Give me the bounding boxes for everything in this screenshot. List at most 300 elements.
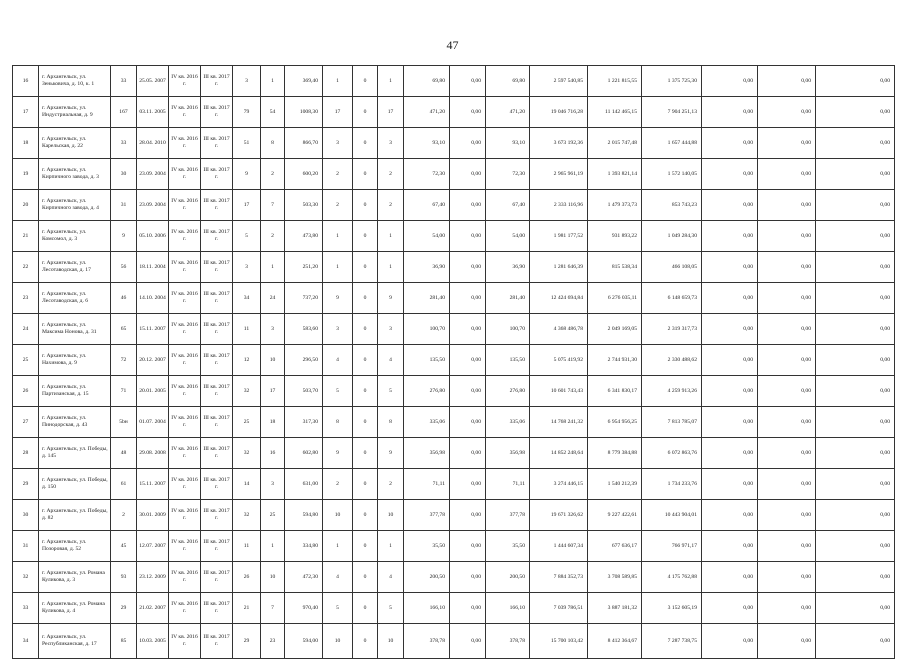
- cell-start-quarter: IV кв. 2016 г.: [169, 190, 201, 221]
- cell-area-total: 281,40: [404, 283, 450, 314]
- table-row: [13, 438, 895, 469]
- cell-row-number: 19: [13, 159, 39, 190]
- cell-address: г. Архангельск, ул. Пинодорская, д. 43: [39, 407, 111, 438]
- cell-apartments-a: 0: [353, 283, 378, 314]
- cell-apartments-total: 3: [323, 128, 353, 159]
- cell-address: г. Архангельск, ул. Карельская, д. 22: [39, 128, 111, 159]
- cell-apartments-total: 5: [323, 593, 353, 624]
- cell-apartments-a: 0: [353, 407, 378, 438]
- cell-area: 594,00: [285, 624, 323, 659]
- cell-cost-fund: 2 015 747,48: [588, 128, 642, 159]
- cell-residents-total: 26: [233, 562, 261, 593]
- cell-end-quarter: III кв. 2017 г.: [201, 283, 233, 314]
- cell-year-col: 33: [111, 128, 137, 159]
- cell-extra-3: 0,00: [816, 345, 895, 376]
- cell-year-col: 72: [111, 345, 137, 376]
- cell-area-total: 71,11: [404, 469, 450, 500]
- cell-end-quarter: III кв. 2017 г.: [201, 314, 233, 345]
- cell-start-quarter: IV кв. 2016 г.: [169, 345, 201, 376]
- cell-area-other: 0,00: [450, 345, 486, 376]
- cell-apartments-b: 17: [378, 97, 404, 128]
- cell-residents-resettled: 2: [261, 221, 285, 252]
- cell-apartments-total: 5: [323, 376, 353, 407]
- cell-row-number: 33: [13, 593, 39, 624]
- cell-residents-total: 9: [233, 159, 261, 190]
- cell-apartments-b: 10: [378, 500, 404, 531]
- cell-cost-fund: 2 744 931,30: [588, 345, 642, 376]
- cell-address: г. Архангельск, ул. Кирпичного завода, д. 4: [39, 190, 111, 221]
- cell-apartments-total: 9: [323, 438, 353, 469]
- cell-cost-budget: 1 572 140,05: [642, 159, 702, 190]
- cell-apartments-total: 4: [323, 562, 353, 593]
- cell-residents-resettled: 2: [261, 159, 285, 190]
- cell-extra-2: 0,00: [758, 97, 816, 128]
- cell-residents-resettled: 8: [261, 128, 285, 159]
- table-row: [13, 221, 895, 252]
- cell-extra-2: 0,00: [758, 407, 816, 438]
- cell-residents-resettled: 25: [261, 500, 285, 531]
- cell-year-col: 167: [111, 97, 137, 128]
- table-row: [13, 97, 895, 128]
- cell-area: 472,30: [285, 562, 323, 593]
- cell-area-other: 0,00: [450, 314, 486, 345]
- cell-start-quarter: IV кв. 2016 г.: [169, 407, 201, 438]
- cell-apartments-b: 4: [378, 345, 404, 376]
- cell-apartments-a: 0: [353, 252, 378, 283]
- cell-row-number: 34: [13, 624, 39, 659]
- cell-extra-3: 0,00: [816, 376, 895, 407]
- cell-cost-budget: 4 259 913,26: [642, 376, 702, 407]
- cell-year-col: 56: [111, 252, 137, 283]
- cell-start-quarter: IV кв. 2016 г.: [169, 624, 201, 659]
- cell-extra-1: 0,00: [702, 469, 758, 500]
- cell-residents-total: 32: [233, 438, 261, 469]
- cell-row-number: 25: [13, 345, 39, 376]
- cell-date: 29.08. 2008: [137, 438, 169, 469]
- cell-apartments-total: 2: [323, 159, 353, 190]
- cell-cost-fund: 3 708 589,85: [588, 562, 642, 593]
- cell-end-quarter: III кв. 2017 г.: [201, 345, 233, 376]
- cell-extra-2: 0,00: [758, 66, 816, 97]
- cell-cost-fund: 931 893,22: [588, 221, 642, 252]
- cell-end-quarter: III кв. 2017 г.: [201, 66, 233, 97]
- cell-area-resettle: 356,98: [486, 438, 530, 469]
- cell-cost-fund: 11 142 465,15: [588, 97, 642, 128]
- cell-apartments-total: 9: [323, 283, 353, 314]
- cell-year-col: 2: [111, 500, 137, 531]
- cell-end-quarter: III кв. 2017 г.: [201, 500, 233, 531]
- cell-residents-total: 79: [233, 97, 261, 128]
- cell-residents-total: 34: [233, 283, 261, 314]
- cell-cost-total: 5 075 419,92: [530, 345, 588, 376]
- cell-apartments-total: 17: [323, 97, 353, 128]
- cell-apartments-b: 1: [378, 252, 404, 283]
- cell-year-col: 9: [111, 221, 137, 252]
- cell-area-other: 0,00: [450, 407, 486, 438]
- cell-year-col: 5bн: [111, 407, 137, 438]
- cell-cost-budget: 766 971,17: [642, 531, 702, 562]
- cell-address: г. Архангельск, ул. Романа Куликова, д. 4: [39, 593, 111, 624]
- cell-apartments-total: 10: [323, 500, 353, 531]
- cell-start-quarter: IV кв. 2016 г.: [169, 500, 201, 531]
- cell-area-total: 377,78: [404, 500, 450, 531]
- cell-apartments-total: 1: [323, 221, 353, 252]
- cell-cost-budget: 1 734 233,76: [642, 469, 702, 500]
- cell-date: 15.11. 2007: [137, 314, 169, 345]
- cell-extra-1: 0,00: [702, 159, 758, 190]
- cell-cost-total: 3 274 446,15: [530, 469, 588, 500]
- cell-row-number: 16: [13, 66, 39, 97]
- cell-residents-resettled: 17: [261, 376, 285, 407]
- cell-cost-budget: 4 175 762,88: [642, 562, 702, 593]
- cell-cost-total: 10 601 743,43: [530, 376, 588, 407]
- cell-extra-2: 0,00: [758, 128, 816, 159]
- cell-extra-2: 0,00: [758, 159, 816, 190]
- cell-cost-budget: 6 148 659,73: [642, 283, 702, 314]
- cell-area-other: 0,00: [450, 531, 486, 562]
- cell-extra-3: 0,00: [816, 159, 895, 190]
- cell-row-number: 26: [13, 376, 39, 407]
- cell-residents-resettled: 54: [261, 97, 285, 128]
- cell-extra-1: 0,00: [702, 407, 758, 438]
- cell-extra-1: 0,00: [702, 252, 758, 283]
- cell-apartments-total: 2: [323, 190, 353, 221]
- cell-area-resettle: 54,00: [486, 221, 530, 252]
- cell-extra-2: 0,00: [758, 562, 816, 593]
- cell-date: 01.07. 2004: [137, 407, 169, 438]
- cell-start-quarter: IV кв. 2016 г.: [169, 438, 201, 469]
- cell-cost-budget: 10 443 904,01: [642, 500, 702, 531]
- cell-residents-resettled: 23: [261, 624, 285, 659]
- cell-area-resettle: 471,20: [486, 97, 530, 128]
- table-row: [13, 283, 895, 314]
- cell-area-total: 335,06: [404, 407, 450, 438]
- cell-apartments-b: 3: [378, 314, 404, 345]
- cell-extra-2: 0,00: [758, 593, 816, 624]
- cell-cost-total: 12 424 694,84: [530, 283, 588, 314]
- cell-cost-fund: 8 779 384,88: [588, 438, 642, 469]
- cell-extra-1: 0,00: [702, 531, 758, 562]
- cell-start-quarter: IV кв. 2016 г.: [169, 221, 201, 252]
- table-row: [13, 500, 895, 531]
- cell-area: 317,30: [285, 407, 323, 438]
- cell-cost-budget: 7 287 738,75: [642, 624, 702, 659]
- cell-start-quarter: IV кв. 2016 г.: [169, 252, 201, 283]
- cell-residents-resettled: 1: [261, 252, 285, 283]
- cell-apartments-b: 1: [378, 221, 404, 252]
- cell-area: 970,40: [285, 593, 323, 624]
- cell-cost-fund: 6 954 956,25: [588, 407, 642, 438]
- cell-cost-fund: 8 412 364,67: [588, 624, 642, 659]
- cell-cost-total: 4 368 486,78: [530, 314, 588, 345]
- cell-end-quarter: III кв. 2017 г.: [201, 624, 233, 659]
- cell-residents-total: 14: [233, 469, 261, 500]
- cell-start-quarter: IV кв. 2016 г.: [169, 593, 201, 624]
- cell-apartments-a: 0: [353, 128, 378, 159]
- cell-area-total: 471,20: [404, 97, 450, 128]
- cell-cost-fund: 3 887 181,32: [588, 593, 642, 624]
- cell-apartments-a: 0: [353, 66, 378, 97]
- cell-apartments-b: 4: [378, 562, 404, 593]
- cell-area-total: 166,10: [404, 593, 450, 624]
- cell-extra-1: 0,00: [702, 97, 758, 128]
- cell-area-resettle: 100,70: [486, 314, 530, 345]
- cell-extra-2: 0,00: [758, 531, 816, 562]
- cell-area: 503,30: [285, 190, 323, 221]
- table-row: [13, 128, 895, 159]
- cell-date: 20.01. 2005: [137, 376, 169, 407]
- cell-extra-1: 0,00: [702, 128, 758, 159]
- cell-extra-3: 0,00: [816, 97, 895, 128]
- cell-residents-resettled: 3: [261, 469, 285, 500]
- cell-apartments-total: 1: [323, 252, 353, 283]
- cell-residents-total: 3: [233, 66, 261, 97]
- cell-year-col: 85: [111, 624, 137, 659]
- cell-apartments-a: 0: [353, 97, 378, 128]
- cell-extra-1: 0,00: [702, 438, 758, 469]
- cell-area-other: 0,00: [450, 562, 486, 593]
- cell-end-quarter: III кв. 2017 г.: [201, 562, 233, 593]
- cell-residents-resettled: 18: [261, 407, 285, 438]
- cell-cost-total: 3 673 192,36: [530, 128, 588, 159]
- cell-area: 296,50: [285, 345, 323, 376]
- cell-apartments-b: 3: [378, 128, 404, 159]
- cell-area: 583,60: [285, 314, 323, 345]
- cell-extra-3: 0,00: [816, 562, 895, 593]
- cell-extra-2: 0,00: [758, 438, 816, 469]
- cell-cost-budget: 466 108,05: [642, 252, 702, 283]
- cell-apartments-a: 0: [353, 469, 378, 500]
- cell-area-other: 0,00: [450, 500, 486, 531]
- cell-cost-total: 2 965 961,19: [530, 159, 588, 190]
- cell-row-number: 23: [13, 283, 39, 314]
- cell-cost-budget: 3 152 605,19: [642, 593, 702, 624]
- cell-apartments-a: 0: [353, 531, 378, 562]
- cell-extra-3: 0,00: [816, 500, 895, 531]
- cell-address: г. Архангельск, ул. Победы, д. 150: [39, 469, 111, 500]
- cell-area-other: 0,00: [450, 283, 486, 314]
- cell-apartments-total: 8: [323, 407, 353, 438]
- cell-year-col: 65: [111, 314, 137, 345]
- cell-area-other: 0,00: [450, 376, 486, 407]
- cell-area-other: 0,00: [450, 128, 486, 159]
- cell-extra-3: 0,00: [816, 407, 895, 438]
- cell-extra-3: 0,00: [816, 66, 895, 97]
- cell-apartments-a: 0: [353, 376, 378, 407]
- cell-end-quarter: III кв. 2017 г.: [201, 221, 233, 252]
- cell-address: г. Архангельск, ул. Партизанская, д. 15: [39, 376, 111, 407]
- cell-date: 10.03. 2005: [137, 624, 169, 659]
- cell-area-other: 0,00: [450, 593, 486, 624]
- cell-apartments-b: 2: [378, 190, 404, 221]
- cell-residents-total: 17: [233, 190, 261, 221]
- cell-area-total: 72,30: [404, 159, 450, 190]
- cell-extra-3: 0,00: [816, 593, 895, 624]
- cell-cost-budget: 853 743,23: [642, 190, 702, 221]
- cell-cost-total: 19 046 716,28: [530, 97, 588, 128]
- cell-row-number: 18: [13, 128, 39, 159]
- cell-row-number: 17: [13, 97, 39, 128]
- cell-area-resettle: 67,40: [486, 190, 530, 221]
- cell-apartments-a: 0: [353, 190, 378, 221]
- cell-year-col: 33: [111, 66, 137, 97]
- cell-apartments-a: 0: [353, 159, 378, 190]
- cell-apartments-total: 1: [323, 531, 353, 562]
- cell-row-number: 28: [13, 438, 39, 469]
- cell-address: г. Архангельск, ул. Республиканская, д. 17: [39, 624, 111, 659]
- cell-apartments-b: 9: [378, 438, 404, 469]
- cell-cost-budget: 1 375 725,30: [642, 66, 702, 97]
- cell-cost-total: 2 597 540,85: [530, 66, 588, 97]
- cell-start-quarter: IV кв. 2016 г.: [169, 66, 201, 97]
- cell-area-total: 200,50: [404, 562, 450, 593]
- cell-area: 866,70: [285, 128, 323, 159]
- cell-extra-1: 0,00: [702, 624, 758, 659]
- cell-area: 737,20: [285, 283, 323, 314]
- cell-area-other: 0,00: [450, 159, 486, 190]
- cell-extra-1: 0,00: [702, 190, 758, 221]
- cell-extra-1: 0,00: [702, 345, 758, 376]
- cell-area-other: 0,00: [450, 469, 486, 500]
- cell-area: 602,80: [285, 438, 323, 469]
- cell-apartments-a: 0: [353, 314, 378, 345]
- cell-area-other: 0,00: [450, 66, 486, 97]
- cell-area-total: 135,50: [404, 345, 450, 376]
- cell-apartments-a: 0: [353, 500, 378, 531]
- cell-area-resettle: 36,90: [486, 252, 530, 283]
- table-row: [13, 407, 895, 438]
- cell-apartments-a: 0: [353, 593, 378, 624]
- cell-area: 251,20: [285, 252, 323, 283]
- cell-area: 631,00: [285, 469, 323, 500]
- cell-address: г. Архангельск, ул. Комсомол, д. 3: [39, 221, 111, 252]
- cell-residents-total: 32: [233, 500, 261, 531]
- cell-apartments-b: 9: [378, 283, 404, 314]
- table-row: [13, 314, 895, 345]
- cell-cost-fund: 2 049 169,05: [588, 314, 642, 345]
- cell-apartments-b: 5: [378, 376, 404, 407]
- cell-year-col: 93: [111, 562, 137, 593]
- cell-residents-total: 32: [233, 376, 261, 407]
- cell-extra-1: 0,00: [702, 66, 758, 97]
- cell-date: 15.11. 2007: [137, 469, 169, 500]
- cell-address: г. Архангельск, ул. Лесотаводская, д. 6: [39, 283, 111, 314]
- cell-end-quarter: III кв. 2017 г.: [201, 159, 233, 190]
- cell-residents-resettled: 10: [261, 562, 285, 593]
- cell-residents-total: 51: [233, 128, 261, 159]
- cell-residents-total: 5: [233, 221, 261, 252]
- cell-year-col: 45: [111, 531, 137, 562]
- cell-residents-resettled: 10: [261, 345, 285, 376]
- cell-area-other: 0,00: [450, 252, 486, 283]
- cell-cost-budget: 6 072 863,76: [642, 438, 702, 469]
- cell-extra-1: 0,00: [702, 221, 758, 252]
- cell-area: 473,80: [285, 221, 323, 252]
- cell-row-number: 31: [13, 531, 39, 562]
- cell-row-number: 29: [13, 469, 39, 500]
- cell-residents-total: 12: [233, 345, 261, 376]
- cell-start-quarter: IV кв. 2016 г.: [169, 128, 201, 159]
- cell-row-number: 30: [13, 500, 39, 531]
- cell-extra-3: 0,00: [816, 314, 895, 345]
- cell-area-other: 0,00: [450, 190, 486, 221]
- cell-area: 600,20: [285, 159, 323, 190]
- cell-apartments-b: 1: [378, 66, 404, 97]
- cell-address: г. Архангельск, ул. Лесотаводская, д. 17: [39, 252, 111, 283]
- cell-apartments-b: 5: [378, 593, 404, 624]
- cell-area-total: 378,78: [404, 624, 450, 659]
- cell-extra-3: 0,00: [816, 221, 895, 252]
- table-row: [13, 562, 895, 593]
- cell-cost-total: 1 444 607,34: [530, 531, 588, 562]
- cell-apartments-b: 8: [378, 407, 404, 438]
- cell-extra-3: 0,00: [816, 190, 895, 221]
- cell-area-total: 36,90: [404, 252, 450, 283]
- table-row: [13, 190, 895, 221]
- cell-area-other: 0,00: [450, 438, 486, 469]
- table-row: [13, 593, 895, 624]
- cell-row-number: 22: [13, 252, 39, 283]
- cell-date: 25.05. 2007: [137, 66, 169, 97]
- cell-residents-total: 11: [233, 314, 261, 345]
- cell-extra-2: 0,00: [758, 252, 816, 283]
- cell-residents-resettled: 1: [261, 531, 285, 562]
- cell-area-total: 100,70: [404, 314, 450, 345]
- cell-apartments-b: 2: [378, 159, 404, 190]
- cell-date: 03.11. 2005: [137, 97, 169, 128]
- cell-area-total: 276,80: [404, 376, 450, 407]
- cell-row-number: 20: [13, 190, 39, 221]
- cell-cost-fund: 1 479 373,73: [588, 190, 642, 221]
- cell-extra-2: 0,00: [758, 500, 816, 531]
- cell-area: 334,80: [285, 531, 323, 562]
- cell-extra-3: 0,00: [816, 128, 895, 159]
- cell-cost-fund: 1 221 815,55: [588, 66, 642, 97]
- cell-address: г. Архангельск, ул. Романа Куликова, д. 3: [39, 562, 111, 593]
- cell-start-quarter: IV кв. 2016 г.: [169, 97, 201, 128]
- cell-cost-total: 15 700 103,42: [530, 624, 588, 659]
- cell-extra-3: 0,00: [816, 531, 895, 562]
- cell-year-col: 29: [111, 593, 137, 624]
- cell-apartments-total: 4: [323, 345, 353, 376]
- cell-cost-total: 1 981 177,52: [530, 221, 588, 252]
- cell-cost-fund: 1 393 821,14: [588, 159, 642, 190]
- cell-end-quarter: III кв. 2017 г.: [201, 593, 233, 624]
- cell-start-quarter: IV кв. 2016 г.: [169, 376, 201, 407]
- cell-start-quarter: IV кв. 2016 г.: [169, 562, 201, 593]
- cell-area-resettle: 71,11: [486, 469, 530, 500]
- cell-start-quarter: IV кв. 2016 г.: [169, 469, 201, 500]
- cell-area-resettle: 135,50: [486, 345, 530, 376]
- cell-extra-3: 0,00: [816, 438, 895, 469]
- cell-cost-budget: 7 813 785,07: [642, 407, 702, 438]
- cell-address: г. Архангельск, ул. Победы, д. 145: [39, 438, 111, 469]
- cell-area-resettle: 35,50: [486, 531, 530, 562]
- cell-address: г. Архангельск, ул. Нахимова, д. 9: [39, 345, 111, 376]
- cell-date: 14.10. 2004: [137, 283, 169, 314]
- cell-address: г. Архангельск, ул. Позоровая, д. 52: [39, 531, 111, 562]
- housing-table: [12, 65, 895, 659]
- table-row: [13, 469, 895, 500]
- cell-residents-total: 29: [233, 624, 261, 659]
- cell-extra-2: 0,00: [758, 190, 816, 221]
- table-row: [13, 252, 895, 283]
- cell-apartments-total: 10: [323, 624, 353, 659]
- cell-cost-fund: 1 540 212,39: [588, 469, 642, 500]
- cell-area-total: 93,10: [404, 128, 450, 159]
- cell-residents-resettled: 16: [261, 438, 285, 469]
- cell-area-other: 0,00: [450, 97, 486, 128]
